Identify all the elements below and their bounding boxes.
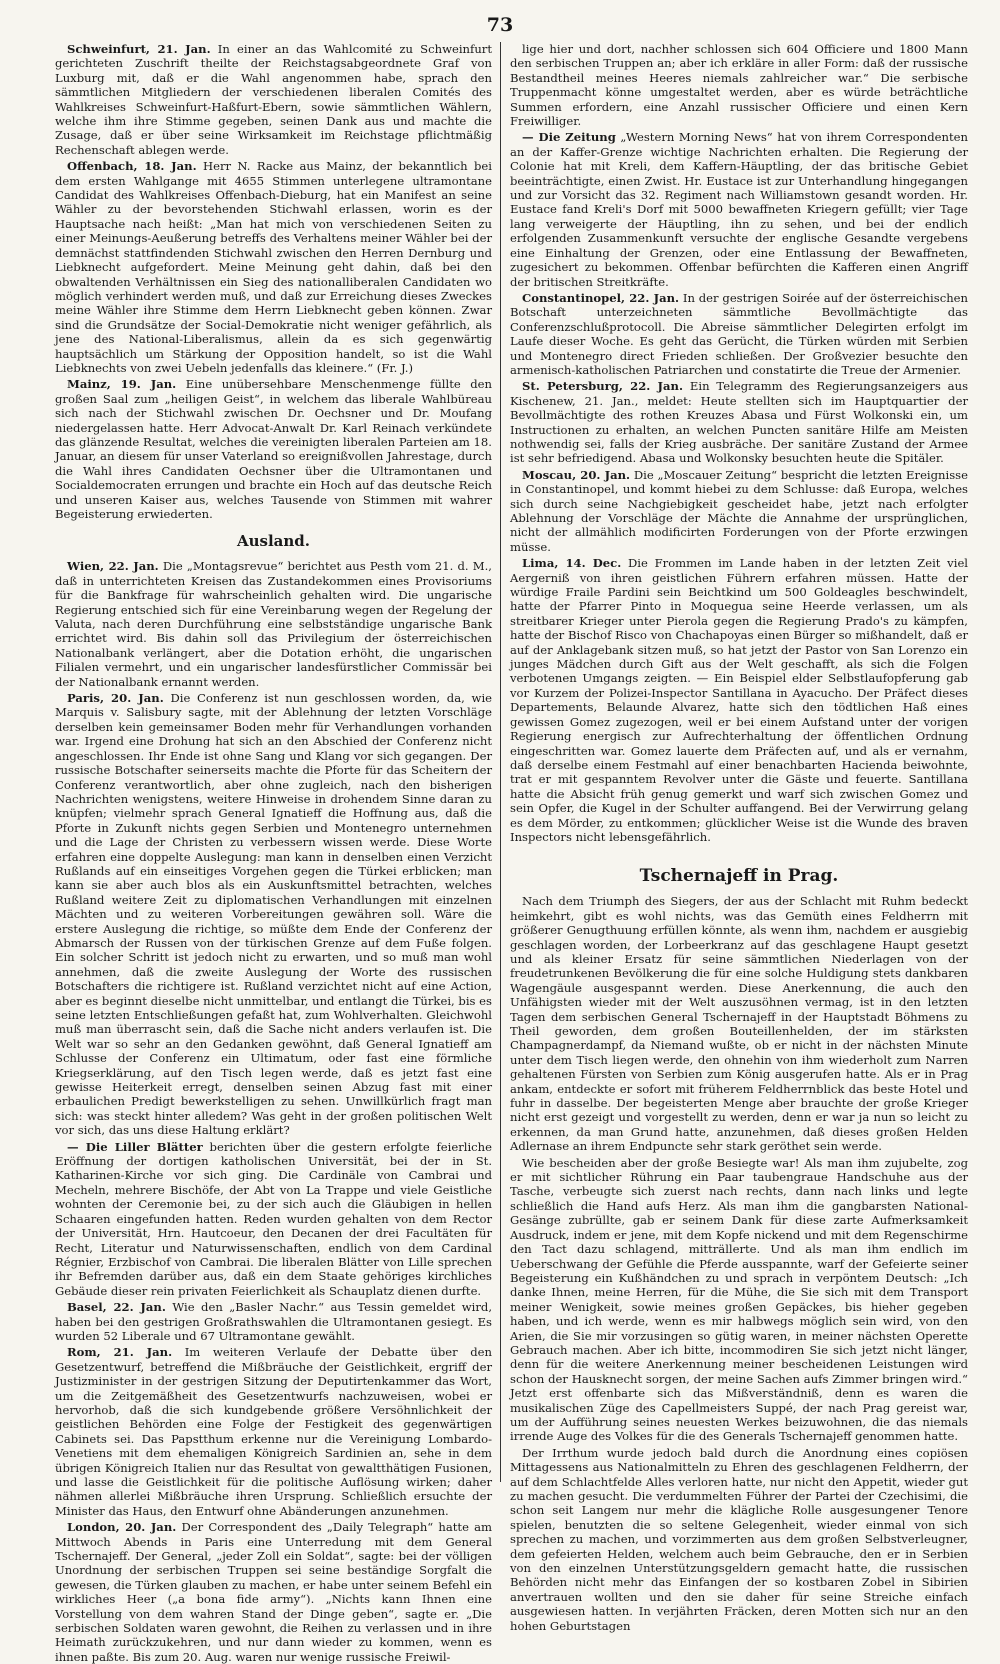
section-heading: Tschernajeff in Prag. xyxy=(639,866,839,887)
article-text: Herr N. Racke aus Mainz, der bekanntlich bei dem ersten Wahlgange mit 4655 Stimmen unterlegene ultramontane Candidat des Wahlkreises Offenbach-Dieburg, hat ein Manifest an seine Wähler zu der bevorstehenden Stichwahl erlassen, worin es der Hauptsache nach heißt: „Man hat mich von verschiedenen Seiten zu einer Meinungs-Aeußerung betreffs des Verhaltens meiner Wähler bei der demnächst stattfindenden Stichwahl zwischen den Herren Dernburg und Liebknecht aufgefordert. Meine Meinung geht dahin, daß bei den obwaltenden Verhältnissen ein Sieg des nationalliberalen Candidaten wo möglich verhindert werden muß, und daß zur Erreichung dieses Zweckes meine Wähler ihre Stimme dem Herrn Liebknecht geben können. Zwar sind die Grundsätze der Social-Demokratie nicht weniger gefährlich, als jene des National-Liberalismus, allein da es sich gegenwärtig hauptsächlich um Stärkung der Opposition handelt, so ist die Wahl Liebknechts von zwei Uebeln jedenfalls das kleinere.“ (Fr. J.) xyxy=(55,159,492,375)
article-text: Ein Telegramm des Regierungsanzeigers aus Kischenew, 21. Jan., meldet: Heute stellten sich im Hauptquartier der Bevollmächtigte des rothen Kreuzes Abasa und Fürst Wolkonski ein, um Instructionen zu erhalten, an welchen Puncten sanitäre Hilfe am Meisten nothwendig sei, falls der Krieg ausbräche. Der sanitäre Zustand der Armee ist sehr befriedigend. Abasa und Wolkonsky besuchten heute die Spitäler. xyxy=(510,379,969,466)
page-number: 73 xyxy=(486,14,514,36)
dateline: Moscau, 20. Jan. xyxy=(522,467,631,482)
dateline: Basel, 22. Jan. xyxy=(67,1300,166,1315)
article-text: Eine unübersehbare Menschenmenge füllte den großen Saal zum „heiligen Geist“, in welchem das liberale Wahlbüreau sich nach der Stichwahl zwischen Dr. Oechsner und Dr. Moufang niedergelassen hatte. Herr Advocat-Anwalt Dr. Karl Reinach verkündete das glänzende Resultat, welches die vereinigten liberalen Parteien am 18. Januar, an diesem für unser Vaterland so ereignißvollen Jahrestage, durch die Wahl ihres Candidaten Oechsner über die Ultramontanen und Socialdemocraten errungen und brachte ein Hoch auf das deutsche Reich und unseren Kaiser aus, welches Tausende von Stimmen mit wahrer Begeisterung erwiederten. xyxy=(55,377,492,521)
article-paragraph xyxy=(55,691,492,1138)
dateline: St. Petersburg, 22. Jan. xyxy=(522,379,684,394)
article-paragraph xyxy=(510,468,968,554)
dateline: — Die Zeitung xyxy=(522,130,616,145)
left-column xyxy=(55,42,493,1664)
article-text: berichten über die gestern erfolgte feierliche Eröffnung der dortigen katholischen Universität, bei der in St. Katharinen-Kirche vor sich ging. Die Cardinäle von Cambrai und Mecheln, mehrere Bischöfe, der Abt von La Trappe und viele Geistliche wohnten der Ceremonie bei, zu der sich auch die Gläubigen in hellen Schaaren eingefunden hatten. Reden wurden gehalten von dem Rector der Universität, Hrn. Hautcoeur, den Decanen der drei Facultäten für Recht, Literatur und Naturwissenschaften, endlich von dem Cardinal Régnier, Erzbischof von Cambrai. Die liberalen Blätter von Lille sprechen ihr Befremden darüber aus, daß ein dem Staate gehöriges kirchliches Gebäude dieser rein privaten Feierlichkeit als Schauplatz dienen durfte. xyxy=(55,1139,492,1298)
article-paragraph xyxy=(55,1140,492,1298)
article-text: Nach dem Triumph des Siegers, der aus der Schlacht mit Ruhm bedeckt heimkehrt, gibt es wohl nichts, was das Gemüth eines Feldherrn mit größerer Genugthuung erfüllen könnte, als wenn ihm, nachdem er ausgiebig geschlagen worden, der Lorbeerkranz auf das geschlagene Haupt gesetzt und als kleiner Ersatz für seine sämmtlichen Niederlagen von der freudetrunkenen Bevölkerung die für eine solche Huldigung stets dankbaren Wagengäule ausgespannt werden. Diese Anerkennung, die auch den Unfähigsten wieder mit der Welt auszusöhnen vermag, ist in den letzten Tagen dem serbischen General Tschernajeff in der Hauptstadt Böhmens zu Theil geworden, dem großen Bouteillenhelden, der im stärksten Champagnerdampf, da Niemand wußte, ob er nicht in der nächsten Minute unter dem Tisch liegen werde, den ohnehin von ihm wiederholt zum Narren gehaltenen Fürsten von Serbien zum König ausgerufen hatte. Als er in Prag ankam, entdeckte er sofort mit früherem Feldherrnblick das beste Hotel und fuhr in dasselbe. Der begeisterten Menge aber brauchte der große Krieger nicht erst gezeigt und vorgestellt zu werden, denn er war ja nun so leicht zu erkennen, da man Grund hatte, anzunehmen, daß dieses großen Helden Adlernase an ihrem Endpuncte sehr stark geröthet sein werde. xyxy=(510,894,968,1154)
article-text: lige hier und dort, nachher schlossen sich 604 Officiere und 1800 Mann den serbischen Truppen an; aber ich erkläre in aller Form: daß der russische Bestandtheil meines Heeres niemals zahlreicher war.“ Die serbische Truppenmacht könne umgestaltet werden, aber es würde beträchtliche Summen erfordern, eine Anzahl russischer Officiere und einen Kern Freiwilliger. xyxy=(510,42,968,129)
article-paragraph xyxy=(510,42,968,128)
dateline: Paris, 20. Jan. xyxy=(67,691,164,706)
dateline: Offenbach, 18. Jan. xyxy=(67,159,197,174)
article-paragraph xyxy=(510,291,968,377)
dateline: Mainz, 19. Jan. xyxy=(67,377,177,392)
article-paragraph xyxy=(510,1446,968,1633)
article-paragraph xyxy=(510,130,968,288)
article-paragraph xyxy=(55,377,492,521)
dateline: Constantinopel, 22. Jan. xyxy=(522,290,680,305)
article-paragraph xyxy=(510,894,968,1153)
article-text: In einer an das Wahlcomité zu Schweinfurt gerichteten Zuschrift theilte der Reichstagsabgeordnete Graf von Luxburg mit, daß er die Wahl angenommen habe, sprach den sämmtlichen Mitgliedern der verschiedenen liberalen Comités des Wahlkreises Schweinfurt-Haßfurt-Ebern, sowie sämmtlichen Wählern, welche ihm ihre Stimme gegeben, seinen Dank aus und machte die Zusage, daß er über seine Wirksamkeit im Reichstage pflichtmäßig Rechenschaft ablegen werde. xyxy=(55,42,492,157)
article-text: „Western Morning News“ hat von ihrem Correspondenten an der Kaffer-Grenze wichtige Nachrichten erhalten. Die Regierung der Colonie hat mit Kreli, dem Kaffern-Häuptling, der das britische Gebiet beeinträchtigte, einen Zwist. Hr. Eustace ist zur Unterhandlung hingegangen und zur Vorsicht das 32. Regiment nach Williamstown gesandt worden. Hr. Eustace fand Kreli's Dorf mit 5000 bewaffneten Kriegern gefüllt; vier Tage lang verweigerte der Häuptling, ihn zu sehen, und bei der endlich erfolgenden Zusammenkunft versuchte der englische Gesandte vergebens eine Einhaltung der Grenzen, oder eine Entlassung der Bewaffneten, zugesichert zu bekommen. Offenbar befürchten die Kafferen einen Angriff der britischen Streitkräfte. xyxy=(510,130,968,289)
article-text: Der Irrthum wurde jedoch bald durch die Anordnung eines copiösen Mittagessens aus Nationalmitteln zu Ehren des geschlagenen Feldherrn, der auf dem Schlachtfelde Alles verloren hatte, nur nicht den Appetit, wieder gut zu machen gesucht. Die verdummelten Führer der Partei der Czechisimi, die schon seit Langem nur mehr die klägliche Rolle ausgesungener Tenore spielen, benutzten die so seltene Gelegenheit, wieder einmal von sich sprechen zu machen, und vorzimmerten aus dem großen Selbstverleugner, dem gefeierten Helden, welchem auch beim Gebrauche, den er in Serbien von den einzelnen Unterstützungsgeldern gemacht hatte, die russischen Behörden nicht mehr das Einfangen der so kostbaren Zobel in Sibirien anvertrauen wollten und den sie daher für seine Streiche einfach ausgewiesen hatten. In verjährten Fräcken, deren Motten sich nur an den hohen Geburtstagen xyxy=(510,1445,968,1633)
article-paragraph xyxy=(510,379,968,465)
article-text: Die Conferenz ist nun geschlossen worden, da, wie Marquis v. Salisbury sagte, mit der Ablehnung der letzten Vorschläge derselben kein gemeinsamer Boden mehr für Verhandlungen vorhanden war. Irgend eine Drohung hat sich an den Abschied der Conferenz nicht angeschlossen. Ihr Ende ist ohne Sang und Klang vor sich gegangen. Der russische Botschafter seinerseits machte die Pforte für das Scheitern der Conferenz verantwortlich, aber ohne zugleich, nach den bisherigen Nachrichten wenigstens, weitere Hinweise in drohendem Sinne daran zu knüpfen; vielmehr sprach General Ignatieff die Hoffnung aus, daß die Pforte in Zukunft nichts gegen Serbien und Montenegro unternehmen und die Lage der Christen zu verbessern wissen werde. Diese Worte erfahren eine doppelte Auslegung: man kann in denselben einen Verzicht Rußlands auf ein einseitiges Vorgehen gegen die Türkei erblicken; man kann sie aber auch blos als ein Auskunftsmittel betrachten, welches Rußland weitere Zeit zu diplomatischen Verhandlungen mit einzelnen Mächten und zu weiteren Vorbereitungen gewähren soll. Wäre die erstere Auslegung die richtige, so müßte dem Ende der Conferenz der Abmarsch der Russen von der türkischen Grenze auf dem Fuße folgen. Ein solcher Schritt ist jedoch nicht zu erwarten, und so muß man wohl annehmen, daß die zweite Auslegung der Worte des russischen Botschafters die richtigere ist. Rußland verzichtet nicht auf eine Action, aber es beginnt dieselbe nicht unmittelbar, und entlangt die Türkei, bis es seine letzten Entschließungen gefaßt hat, zum Wohlverhalten. Gleichwohl muß man überrascht sein, daß die Sache nicht anders verlaufen ist. Die Welt war so sehr an den Gedanken gewöhnt, daß General Ignatieff am Schlusse der Conferenz ein Ultimatum, oder fast eine förmliche Kriegserklärung, auf den Tisch legen werde, daß es jetzt fast eine gewisse Heiterkeit erregt, denselben seinen Abzug fast mit einer erbaulichen Predigt bewerkstelligen zu sehen. Unwillkürlich fragt man sich: was steckt hinter alledem? Was geht in der großen politischen Welt vor sich, das uns diese Haltung erklärt? xyxy=(55,691,493,1138)
article-paragraph xyxy=(510,1156,968,1444)
dateline: Schweinfurt, 21. Jan. xyxy=(67,42,211,56)
article-paragraph xyxy=(55,1300,492,1343)
dateline: Lima, 14. Dec. xyxy=(522,556,622,571)
dateline: Rom, 21. Jan. xyxy=(67,1345,173,1360)
article-paragraph xyxy=(510,556,968,844)
column-divider xyxy=(500,42,501,1482)
article-text: Die „Montagsrevue“ berichtet aus Pesth vom 21. d. M., daß in unterrichteten Kreisen das Zustandekommen eines Provisoriums für die Bankfrage für wahrscheinlich gehalten wird. Die ungarische Regierung entschied sich für eine Vereinbarung wegen der Regelung der Valuta, nach deren Durchführung eine selbstständige ungarische Bank errichtet wird. Bis dahin soll das Privilegium der österreichischen Nationalbank verlängert, aber die Dotation erhöht, die ungarischen Filialen vermehrt, und ein ungarischer landesfürstlicher Commissär bei der Nationalbank ernannt werden. xyxy=(55,559,492,689)
article-text: Wie bescheiden aber der große Besiegte war! Als man ihm zujubelte, zog er mit sichtlicher Rührung ein Paar taubengraue Handschuhe aus der Tasche, verbeugte sich zuerst nach rechts, dann nach links und legte schließlich die Hand aufs Herz. Als man ihm die gangbarsten National-Gesänge zubrüllte, gab er seinem Dank für diese zarte Aufmerksamkeit Ausdruck, indem er jene, mit dem Kopfe nickend und mit dem Regenschirme den Tact dazu schlagend, mitträllerte. Und als man ihm endlich im Ueberschwang der Gefühle die Pferde ausspannte, warf der Gefeierte seiner Begeisterung ein Kußhändchen zu und sprach in verpöntem Deutsch: „Ich danke Ihnen, meine Herren, für die Mühe, die Sie sich mit dem Transport meiner Wenigkeit, sowie meines großen Gepäckes, bis hieher gegeben haben, und ich werde, wenn es mir halbwegs möglich sein wird, von den Arien, die Sie mir vorzusingen so gütig waren, in meiner nächsten Operette Gebrauch machen. Aber ich bitte, incommodiren Sie sich jetzt nicht länger, denn für die weitere Anerkennung meiner bescheidenen Leistungen wird schon der Hausknecht sorgen, der meine Sachen aufs Zimmer bringen wird.“ Jetzt erst offenbarte sich das Mißverständniß, denn es waren die musikalischen Züge des Capellmeisters Suppé, der nach Prag gereist war, um der Aufführung seines neuesten Werkes beizuwohnen, die das niemals irrende Auge des Volkes für die des Generals Tschernajeff genommen hatte. xyxy=(510,1155,968,1444)
article-text: Im weiteren Verlaufe der Debatte über den Gesetzentwurf, betreffend die Mißbräuche der Geistlichkeit, ergriff der Justizminister in der gestrigen Sitzung der Deputirtenkammer das Wort, um die Zeitgemäßheit des Gesetzentwurfs nachzuweisen, wobei er hervorhob, daß die sich kundgebende größere Versöhnlichkeit der geistlichen Behörden eine Folge der Festigkeit des gegenwärtigen Cabinets sei. Das Papstthum erkenne nur die Vereinigung Lombardo-Venetiens mit dem ehemaligen Königreich Sardinien an, sehe in dem übrigen Königreich Italien nur das Resultat von gewaltthätigen Fusionen, und lasse die Geistlichkeit für die politische Auflösung wirken; daher nähmen allerlei Mißbräuche ihren Ursprung. Schließlich ersuchte der Minister das Haus, den Entwurf ohne Abänderungen anzunehmen. xyxy=(55,1345,492,1518)
right-column xyxy=(510,42,969,1633)
article-text: Wie den „Basler Nachr.“ aus Tessin gemeldet wird, haben bei den gestrigen Großrathswahlen die Ultramontanen gesiegt. Es wurden 52 Liberale und 67 Ultramontane gewählt. xyxy=(55,1300,492,1343)
article-paragraph xyxy=(55,1345,492,1518)
article-paragraph xyxy=(55,1520,492,1664)
dateline: Wien, 22. Jan. xyxy=(67,559,159,574)
article-text: In der gestrigen Soirée auf der österreichischen Botschaft unterzeichneten sämmtliche Bevollmächtigte das Conferenzschlußprotocoll. Die Abreise sämmtlicher Delegirten erfolgt im Laufe dieser Woche. Es geht das Gerücht, die Türken würden mit Serbien und Montenegro direct Frieden schließen. Der Großvezier besuchte den armenisch-katholischen Patriarchen und constatirte die Treue der Armenier. xyxy=(510,290,968,377)
article-paragraph xyxy=(55,559,492,689)
article-text: Der Correspondent des „Daily Telegraph“ hatte am Mittwoch Abends in Paris eine Unterredung mit dem General Tschernajeff. Der General, „jeder Zoll ein Soldat“, sagte: bei der völligen Unordnung der serbischen Truppen sei seine beständige Sorgfalt die gewesen, die Türken glauben zu machen, er habe unter seinem Befehl ein wirkliches Heer („a bona fide army“). „Nichts kann Ihnen eine Vorstellung von dem wahren Stand der Dinge geben“, sagte er. „Die serbischen Soldaten waren gewohnt, die Reihen zu verlassen und in ihre Heimath zurückzukehren, und nur dann wieder zu kommen, wenn es ihnen paßte. Bis zum 20. Aug. waren nur wenige russische Freiwil- xyxy=(55,1520,493,1664)
dateline: London, 20. Jan. xyxy=(67,1520,177,1535)
article-paragraph xyxy=(55,159,492,375)
article-text: Die Frommen im Lande haben in der letzten Zeit viel Aergerniß von ihren geistlichen Führern erfahren müssen. Hatte der würdige Fraile Pardini sein Beichtkind um 500 Goldeagles beschwindelt, hatte der Pfarrer Pinto in Moquegua seine Heerde verlassen, um als streitbarer Krieger unter Pierola gegen die Regierung Prado's zu kämpfen, hatte der Bischof Risco von Chachapoyas einen Bürger so mißhandelt, daß er auf der Anklagebank sitzen muß, so hat jetzt der Pastor von San Lorenzo ein junges Mädchen durch Gift aus der Welt geschafft, als sich die Folgen verbotenen Umgangs zeigten. — Ein Beispiel elder Selbstlaufopferung gab vor Kurzem der Polizei-Inspector Santillana in Ayacucho. Der Präfect dieses Departements, Belaunde Alvarez, hatte sich den tödtlichen Haß eines gewissen Gomez zugezogen, weil er bei einem Aufstand unter der vorigen Regierung energisch zur Aufrechterhaltung der öffentlichen Ordnung eingeschritten war. Gomez lauerte dem Präfecten auf, und als er vernahm, daß derselbe einem Festmahl auf einer benachbarten Hacienda beiwohnte, trat er mit gespanntem Revolver unter die Gäste und feuerte. Santillana hatte die Absicht früh genug gemerkt und warf sich zwischen Gomez und sein Opfer, die Kugel in der Schulter auffangend. Bei der Verwirrung gelang es dem Mörder, zu entkommen; glücklicher Weise ist die Wunde des braven Inspectors nicht lebensgefährlich. xyxy=(510,556,969,844)
section-heading: Ausland. xyxy=(236,532,311,551)
article-paragraph xyxy=(55,42,492,157)
dateline: — Die Liller Blätter xyxy=(67,1139,203,1154)
article-text: Die „Moscauer Zeitung“ bespricht die letzten Ereignisse in Constantinopel, und kommt hiebei zu dem Schlusse: daß Europa, welches sich durch seine Nachgiebigkeit gescheidet habe, jetzt nach erfolgter Ablehnung der Vorschläge der Mächte die Annahme der ursprünglichen, nicht der allmählich modificirten Forderungen von der Pforte erzwingen müsse. xyxy=(510,467,968,554)
